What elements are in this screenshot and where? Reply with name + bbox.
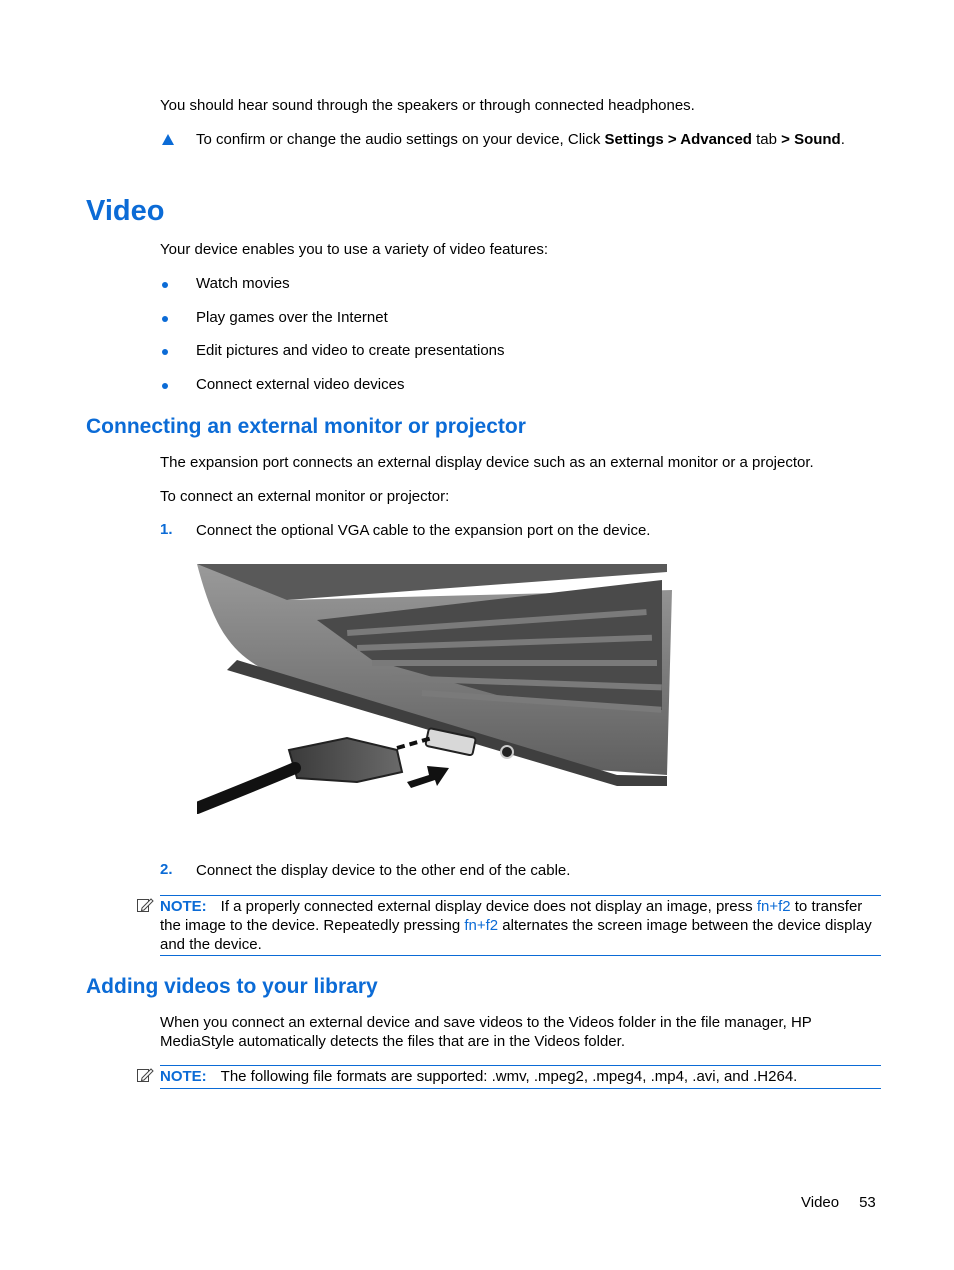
list-item: Play games over the Internet (196, 309, 388, 326)
step-end: . (840, 131, 845, 148)
page-title: Video (86, 195, 165, 227)
list-item: Connect external video devices (196, 376, 405, 393)
note-text (160, 1067, 881, 1086)
bullet-icon (162, 383, 168, 389)
note-box (160, 895, 881, 956)
monitor-para: The expansion port connects an external display device such as an external monitor or a projector. (160, 454, 814, 471)
note-text (160, 897, 881, 954)
note-text-part: to transfer the image to the device. Repeatedly pressing (160, 898, 863, 934)
step-number: 1. (160, 521, 173, 538)
step-bold-sound: > Sound (781, 131, 841, 148)
triangle-bullet-icon (162, 134, 174, 145)
bullet-icon (162, 349, 168, 355)
note-box (160, 1065, 881, 1089)
video-intro: Your device enables you to use a variety of video features: (160, 241, 549, 258)
note-pencil-icon (136, 1066, 154, 1084)
step-text: To confirm or change the audio settings on your device, Click (196, 131, 605, 148)
note-text-part: The following file formats are supported: .wmv, .mpeg2, .mpeg4, .mp4, .avi, and .H264. (220, 1068, 798, 1085)
intro-text: You should hear sound through the speakers or through connected headphones. (160, 97, 695, 114)
section-heading-library: Adding videos to your library (86, 975, 378, 998)
key-fn-f2-link[interactable]: fn+f2 (756, 898, 791, 915)
list-item: Edit pictures and video to create presentations (196, 342, 505, 359)
step-text: Connect the optional VGA cable to the expansion port on the device. (196, 522, 651, 539)
audio-jack-icon (501, 746, 513, 758)
audio-settings-step (196, 130, 856, 149)
footer-section-name: Video (801, 1194, 840, 1211)
insert-arrow-icon (407, 766, 449, 788)
footer (801, 1193, 876, 1212)
section-heading-monitor: Connecting an external monitor or projector (86, 415, 526, 438)
note-text-part: If a properly connected external display device does not display an image, press (220, 898, 757, 915)
step-text: Connect the display device to the other end of the cable. (196, 862, 571, 879)
key-fn-f2-link[interactable]: fn+f2 (464, 917, 499, 934)
vga-connector-shape (289, 738, 402, 782)
step-text-tab: tab (751, 131, 782, 148)
step-bold-settings: Settings > Advanced (604, 131, 752, 148)
step-number: 2. (160, 861, 173, 878)
note-label: NOTE: (160, 1068, 207, 1085)
monitor-para-2: To connect an external monitor or projector: (160, 488, 450, 505)
list-item: Watch movies (196, 275, 290, 292)
page-number: 53 (859, 1194, 876, 1211)
laptop-vga-illustration (197, 560, 672, 818)
bullet-icon (162, 316, 168, 322)
note-pencil-icon (136, 896, 154, 914)
library-para: When you connect an external device and save videos to the Videos folder in the file manager, HP MediaStyle automatically detects the files that are in the Videos folder. (160, 1014, 812, 1050)
vga-cable-shape (197, 768, 295, 808)
note-text-part: alternates the screen image between the device display and the device. (160, 917, 872, 953)
bullet-icon (162, 282, 168, 288)
note-label: NOTE: (160, 898, 207, 915)
